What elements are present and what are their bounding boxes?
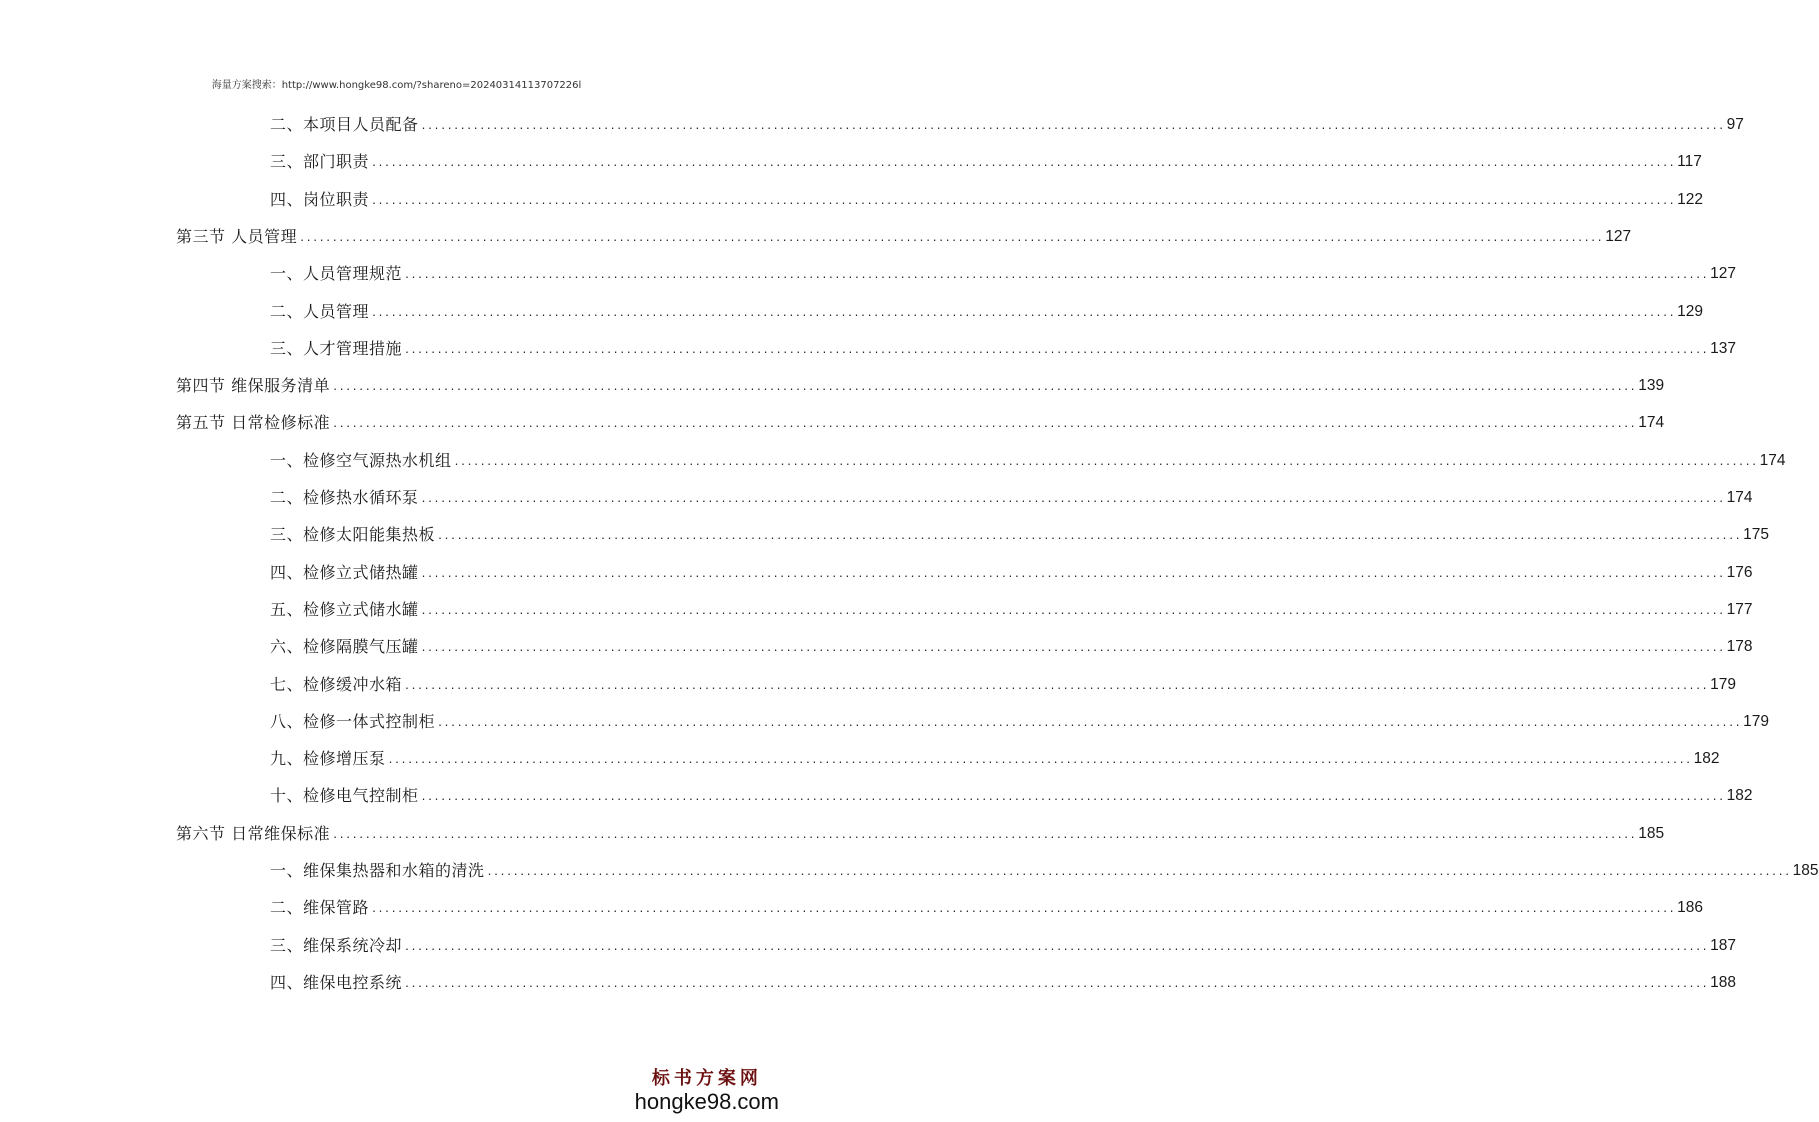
toc-page-number: 174 (1759, 451, 1786, 469)
toc-dot-leader: ........................................................................................................................................................................................................ (420, 792, 1725, 804)
toc-dot-leader: ........................................................................................................................................................................................................ (404, 270, 1709, 282)
toc-subsection-entry[interactable] (270, 293, 1703, 323)
toc-page-number: 129 (1677, 302, 1703, 320)
toc-dot-leader: ........................................................................................................................................................................................................ (332, 829, 1637, 841)
toc-entry-title: 一、维保集热器和水箱的清洗 (270, 861, 485, 880)
toc-page-number: 186 (1677, 899, 1703, 917)
toc-page-number: 137 (1710, 339, 1736, 357)
toc-dot-leader: ........................................................................................................................................................................................................ (404, 344, 1709, 356)
toc-dot-leader: ........................................................................................................................................................................................................ (404, 680, 1709, 692)
toc-entry-title: 四、岗位职责 (270, 189, 370, 209)
toc-subsection-entry[interactable] (270, 143, 1702, 173)
toc-entry-title: 七、检修缓冲水箱 (270, 674, 403, 694)
toc-subsection-entry[interactable] (270, 964, 1736, 994)
toc-entry-title: 十、检修电气控制柜 (270, 786, 419, 806)
toc-entry-title: 二、本项目人员配备 (270, 115, 419, 134)
toc-entry-title: 九、检修增压泵 (270, 749, 386, 769)
toc-section-entry[interactable] (176, 367, 1665, 397)
toc-entry-title: 四、检修立式储热罐 (270, 562, 419, 582)
toc-entry-title: 三、维保系统冷却 (270, 935, 403, 955)
toc-page-number: 127 (1605, 227, 1632, 245)
toc-subsection-entry[interactable] (270, 927, 1736, 957)
toc-dot-leader: ........................................................................................................................................................................................................ (332, 419, 1637, 431)
toc-dot-leader: ........................................................................................................................................................................................................ (420, 643, 1725, 655)
toc-section-entry[interactable] (176, 218, 1632, 248)
toc-subsection-entry[interactable] (270, 628, 1753, 658)
toc-entry-title: 三、部门职责 (270, 152, 370, 172)
toc-entry-title: 第六节 日常维保标准 (176, 823, 331, 843)
toc-page-number: 179 (1743, 712, 1769, 730)
toc-dot-leader: ........................................................................................................................................................................................................ (332, 382, 1637, 394)
toc-subsection-entry[interactable] (270, 554, 1753, 584)
toc-subsection-entry[interactable] (270, 442, 1786, 472)
toc-dot-leader: ........................................................................................................................................................................................................ (420, 494, 1725, 505)
toc-subsection-entry[interactable] (270, 591, 1753, 621)
toc-dot-leader: ........................................................................................................................................................................................................ (371, 904, 1676, 916)
toc-dot-leader: ........................................................................................................................................................................................................ (371, 195, 1676, 207)
toc-dot-leader: ........................................................................................................................................................................................................ (453, 456, 1758, 468)
toc-subsection-entry[interactable] (270, 330, 1736, 360)
toc-dot-leader: ........................................................................................................................................................................................................ (486, 867, 1791, 878)
toc-section-entry[interactable] (176, 815, 1665, 845)
toc-entry-title: 二、检修热水循环泵 (270, 488, 419, 507)
toc-subsection-entry[interactable] (270, 255, 1736, 285)
toc-entry-title: 一、人员管理规范 (270, 264, 403, 284)
toc-dot-leader: ........................................................................................................................................................................................................ (420, 568, 1725, 580)
toc-section-entry[interactable] (176, 404, 1665, 434)
toc-subsection-entry[interactable] (270, 181, 1703, 211)
toc-entry-title: 六、检修隔膜气压罐 (270, 637, 419, 657)
toc-entry-title: 八、检修一体式控制柜 (270, 711, 436, 731)
toc-subsection-entry[interactable] (270, 516, 1769, 546)
toc-entry-title: 二、维保管路 (270, 898, 370, 918)
toc-entry-title: 第五节 日常检修标准 (176, 413, 331, 433)
toc-entry-title: 三、人才管理措施 (270, 338, 403, 358)
toc-page-number: 177 (1726, 600, 1753, 618)
page-header-url: 海量方案搜索：http://www.hongke98.com/?shareno=20240314113707226l (211, 80, 582, 91)
toc-page-number: 117 (1677, 153, 1702, 171)
toc-subsection-entry[interactable] (270, 106, 1744, 136)
toc-subsection-entry[interactable] (270, 852, 1819, 882)
toc-dot-leader: ........................................................................................................................................................................................................ (371, 158, 1676, 170)
toc-entry-title: 五、检修立式储水罐 (270, 599, 419, 619)
toc-dot-leader: ........................................................................................................................................................................................................ (404, 941, 1709, 953)
toc-entry-title: 四、维保电控系统 (270, 972, 403, 992)
watermark-chinese-text: 标书方案网 (651, 1068, 762, 1089)
site-watermark-logo (635, 1064, 779, 1114)
toc-page-number: 179 (1710, 675, 1736, 693)
toc-dot-leader: ........................................................................................................................................................................................................ (299, 232, 1604, 244)
toc-dot-leader: ........................................................................................................................................................................................................ (420, 121, 1725, 132)
toc-page-number: 174 (1726, 489, 1753, 506)
toc-entry-title: 一、检修空气源热水机组 (270, 450, 452, 470)
toc-dot-leader: ........................................................................................................................................................................................................ (437, 531, 1742, 543)
toc-subsection-entry[interactable] (270, 703, 1769, 733)
toc-page-number: 139 (1638, 377, 1665, 395)
toc-page-number: 122 (1677, 190, 1703, 208)
toc-page-number: 97 (1726, 116, 1744, 133)
toc-subsection-entry[interactable] (270, 666, 1736, 696)
toc-entry-title: 三、检修太阳能集热板 (270, 525, 436, 545)
toc-page-number: 127 (1710, 265, 1736, 283)
toc-page-number: 175 (1743, 526, 1769, 544)
toc-entry-title: 第四节 维保服务清单 (176, 376, 331, 396)
toc-entry-title: 第三节 人员管理 (176, 226, 298, 246)
toc-dot-leader: ........................................................................................................................................................................................................ (404, 978, 1709, 990)
toc-subsection-entry[interactable] (270, 889, 1703, 919)
toc-page-number: 178 (1726, 638, 1753, 656)
toc-dot-leader: ........................................................................................................................................................................................................ (437, 717, 1742, 729)
toc-page-number: 182 (1693, 750, 1720, 768)
toc-page-number: 187 (1710, 936, 1736, 954)
toc-page-number: 185 (1792, 862, 1819, 879)
toc-dot-leader: ........................................................................................................................................................................................................ (371, 307, 1676, 319)
toc-dot-leader: ........................................................................................................................................................................................................ (420, 605, 1725, 617)
toc-entry-title: 二、人员管理 (270, 301, 370, 321)
toc-page-number: 176 (1726, 563, 1753, 581)
toc-subsection-entry[interactable] (270, 479, 1753, 509)
toc-subsection-entry[interactable] (270, 740, 1720, 770)
toc-page-number: 185 (1638, 824, 1665, 842)
toc-page-number: 182 (1726, 787, 1753, 805)
toc-page-number: 174 (1638, 414, 1665, 432)
toc-page-number: 188 (1710, 973, 1736, 991)
toc-dot-leader: ........................................................................................................................................................................................................ (387, 755, 1692, 767)
watermark-domain-text: hongke98.com (634, 1089, 779, 1114)
toc-subsection-entry[interactable] (270, 777, 1753, 807)
